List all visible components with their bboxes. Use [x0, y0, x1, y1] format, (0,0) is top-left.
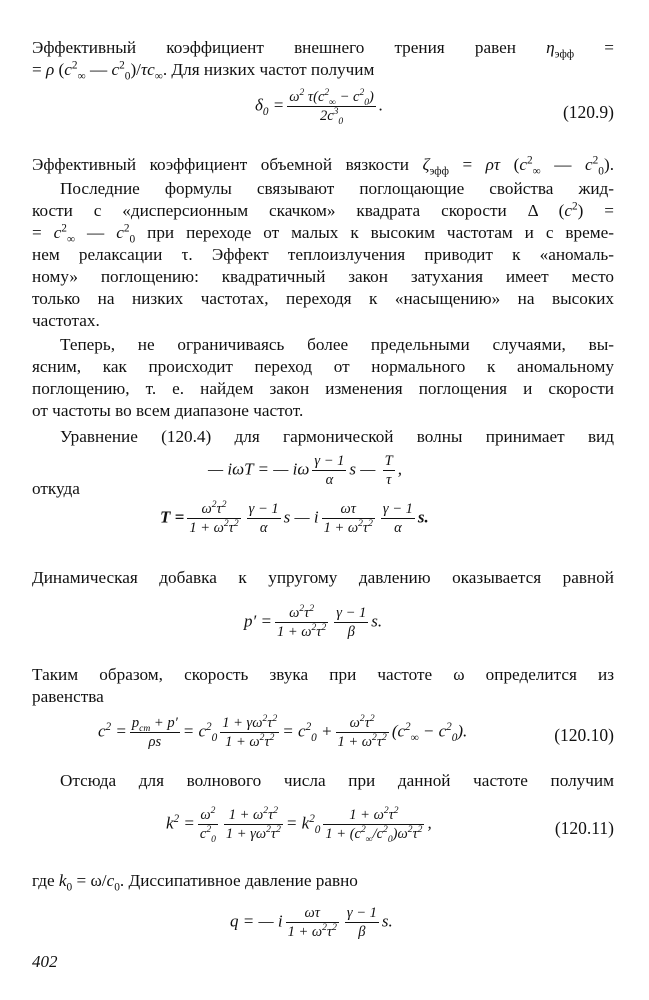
equation-number-120-11: (120.11)	[554, 818, 614, 838]
page-number: 402	[32, 952, 58, 971]
equation-p-prime: p′ = $\frac{\omega^2\tau^2}{1 + \omega^2\tau^2}$ $\frac{\gamma - 1}{\beta}$ s.	[244, 603, 383, 640]
equation-number-120-10: (120.10)	[554, 725, 614, 745]
equation-120-11: $k^2$ = $\frac{\omega^2}{c^2_0}$ $\frac{1 + \omega^2\tau^2}{1 + \gamma\omega^2\tau^2}$ = $k^2_0$ $\frac{1 + \omega^2\tau^2}{1 + (c^2_\infty/c^2_0)\omega^2\tau^2}$ ,	[166, 805, 432, 845]
text-line-17: Динамическая добавка к упругому давлению оказывается равной	[32, 568, 614, 587]
equation-120-10: $c^2$ = $\frac{p_{ст} + p'}{\rho s}$ = $c^2_0$ $\frac{1 + \gamma\omega^2\tau^2}{1 + \omega^2\tau^2}$ = $c^2_0$ + $\frac{\omega^2\tau^2}{1 + \omega^2\tau^2}$ $(c^2_\infty - c^2_0)$.	[98, 713, 468, 750]
text-line-11: Теперь, не ограничиваясь более предельными случаями, вы-	[60, 335, 614, 354]
text-line-1: Эффективный коэффициент внешнего трения равен $\eta_{эфф}$ =	[32, 38, 614, 61]
text-line-13: поглощению, т. е. найдем закон изменения поглощения и скорости	[32, 379, 614, 398]
equation-T: T = $\frac{\omega^2\tau^2}{1 + \omega^2\tau^2}$ $\frac{\gamma - 1}{\alpha}$ s — i $\frac{\omega\tau}{1 + \omega^2\tau^2}$ $\frac{\gamma - 1}{\alpha}$ s.	[160, 499, 429, 536]
text-line-7: нем релаксации τ. Эффект теплоизлучения приводит к «аномаль-	[32, 245, 614, 264]
text-line-2: = ρ ($c^2_\infty$ — $c^2_0)/\tau c_\infty$. Для низких частот получим	[32, 59, 375, 83]
text-line-15: Уравнение (120.4) для гармонической волны принимает вид	[60, 427, 614, 446]
text-line-12: ясним, как происходит переход от нормального к аномальному	[32, 357, 614, 376]
text-line-18: Таким образом, скорость звука при частоте ω определится из	[32, 665, 614, 684]
text-line-6: = $c^2_\infty$ — $c^2_0$ при переходе от малых к высоким частотам и с време-	[32, 222, 614, 246]
text-line-8: ному» поглощению: квадратичный закон затухания имеет место	[32, 267, 614, 286]
text-line-9: только на низких частотах, переходя к «насыщению» на высоких	[32, 289, 614, 308]
equation-120-9: $\delta_0$ = $\frac{\omega^2 \tau(c^2_\infty - c^2_0)}{2c^3_0}$ .	[255, 87, 384, 127]
text-line-19: равенства	[32, 687, 104, 706]
text-line-5: кости с «дисперсионным скачком» квадрата скорости Δ $(c^2)$ =	[32, 200, 614, 220]
equation-number-120-9: (120.9)	[562, 102, 614, 122]
text-line-20: Отсюда для волнового числа при данной частоте получим	[60, 771, 614, 790]
text-line-3: Эффективный коэффициент объемной вязкости $\zeta_{эфф} = \rho\tau$ ($c^2_\infty$ — $c^2_0$).	[32, 154, 614, 178]
text-line-21: где $k_0 = \omega/c_0$. Диссипативное давление равно	[32, 871, 358, 894]
text-line-10: частотах.	[32, 311, 100, 330]
text-line-16: откуда	[32, 479, 80, 498]
equation-q: q = — i $\frac{\omega\tau}{1 + \omega^2\tau^2}$ $\frac{\gamma - 1}{\beta}$ s.	[230, 905, 393, 940]
text-line-14: от частоты во всем диапазоне частот.	[32, 401, 304, 420]
text-line-4: Последние формулы связывают поглощающие свойства жид-	[60, 179, 614, 198]
equation-harmonic: — iωT = — iω $\frac{\gamma - 1}{\alpha}$ s — $\frac{T}{\tau}$ ,	[208, 453, 402, 488]
